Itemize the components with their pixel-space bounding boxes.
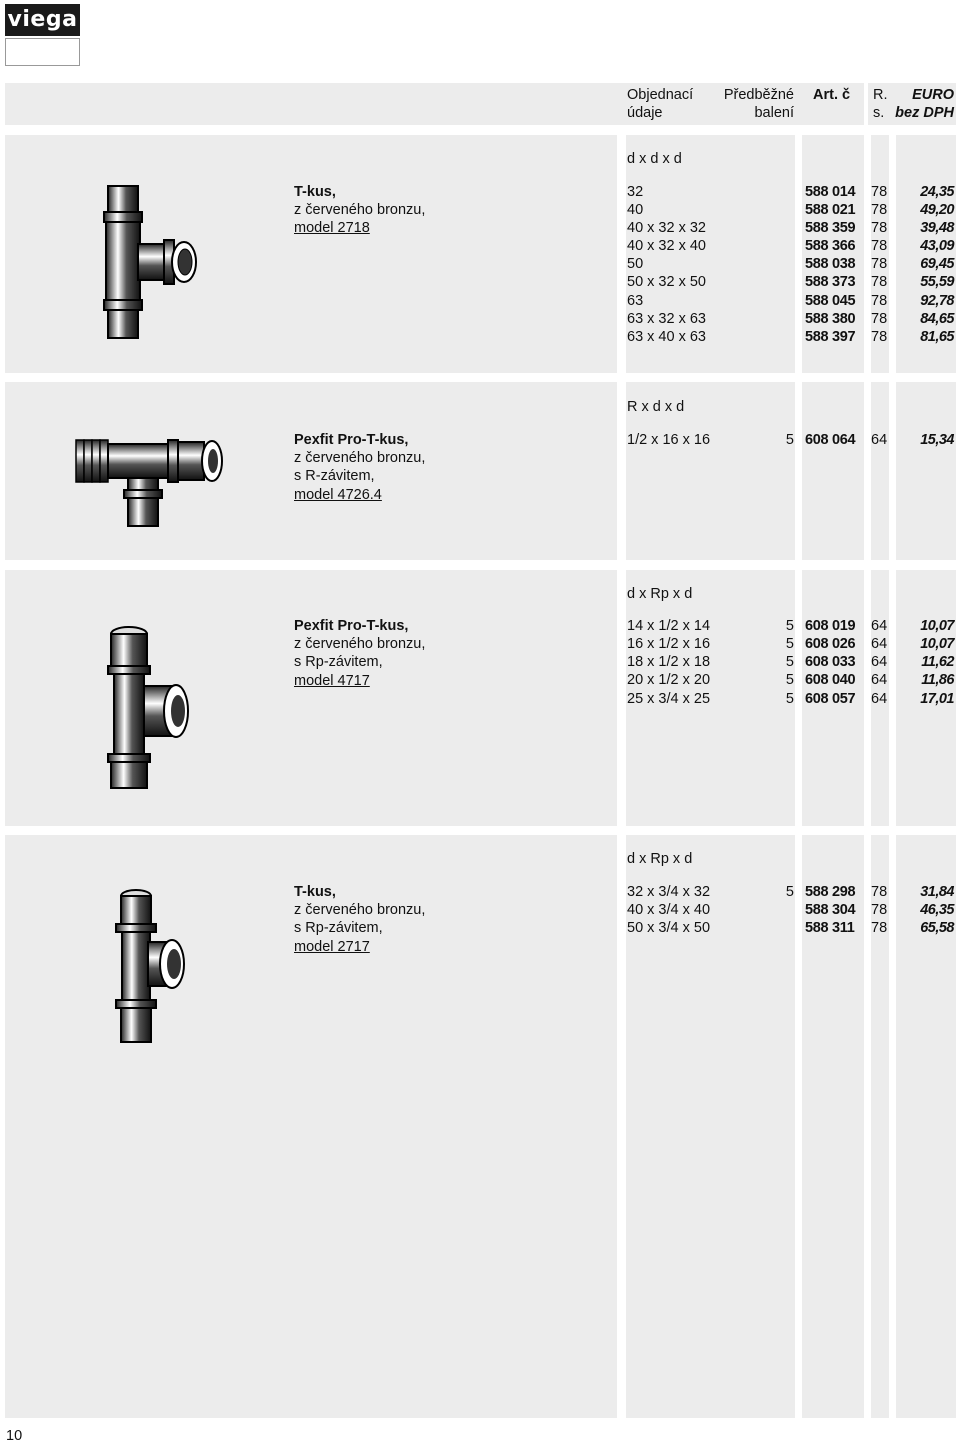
table-row: 63 x 32 x 63 588 380 78 84,65 (627, 311, 954, 327)
section-1-title: T-kus, z červeného bronzu, model 2718 (294, 184, 426, 237)
header-euro: EURO bez DPH (895, 87, 954, 121)
table-row: 63 x 40 x 63 588 397 78 81,65 (627, 329, 954, 345)
header-packaging: Předběžné balení (723, 87, 794, 121)
table-row: 40 x 32 x 40 588 366 78 43,09 (627, 238, 954, 254)
table-row: 16 x 1/2 x 16 5 608 026 64 10,07 (627, 636, 954, 652)
logo-underline-box (5, 38, 80, 66)
section-2-title: Pexfit Pro-T-kus, z červeného bronzu, s R-závitem, model 4726.4 (294, 432, 426, 503)
section-4-model: model 2717 (294, 938, 370, 955)
page-number: 10 (6, 1428, 23, 1444)
table-row: 1/2 x 16 x 16 5 608 064 64 15,34 (627, 432, 954, 448)
header-rs: R. s. (873, 87, 888, 121)
table-row: 50 588 038 78 69,45 (627, 256, 954, 272)
section-4-dim-head: d x Rp x d (627, 851, 693, 867)
table-row: 40 588 021 78 49,20 (627, 202, 954, 218)
viega-logo: viega (5, 4, 80, 36)
table-row: 40 x 32 x 32 588 359 78 39,48 (627, 220, 954, 236)
table-row: 32 588 014 78 24,35 (627, 184, 954, 200)
header-art-no: Art. č (813, 87, 851, 103)
table-row: 20 x 1/2 x 20 5 608 040 64 11,86 (627, 672, 954, 688)
table-row: 40 x 3/4 x 40 588 304 78 46,35 (627, 902, 954, 918)
table-row: 14 x 1/2 x 14 5 608 019 64 10,07 (627, 618, 954, 634)
section-2-dim-head: R x d x d (627, 399, 685, 415)
section-1-model: model 2718 (294, 220, 370, 237)
table-row: 18 x 1/2 x 18 5 608 033 64 11,62 (627, 654, 954, 670)
table-row: 63 588 045 78 92,78 (627, 293, 954, 309)
table-row: 32 x 3/4 x 32 5 588 298 78 31,84 (627, 884, 954, 900)
section-2-model: model 4726.4 (294, 486, 382, 503)
section-3-title: Pexfit Pro-T-kus, z červeného bronzu, s Rp-závitem, model 4717 (294, 618, 426, 689)
section-4-title: T-kus, z červeného bronzu, s Rp-závitem, model 2717 (294, 884, 426, 955)
table-row: 50 x 32 x 50 588 373 78 55,59 (627, 274, 954, 290)
table-row: 50 x 3/4 x 50 588 311 78 65,58 (627, 920, 954, 936)
header-order-data: Objednací údaje (627, 87, 694, 121)
section-1-dim-head: d x d x d (627, 151, 682, 167)
table-row: 25 x 3/4 x 25 5 608 057 64 17,01 (627, 691, 954, 707)
section-3-model: model 4717 (294, 672, 370, 689)
section-3-dim-head: d x Rp x d (627, 586, 693, 602)
